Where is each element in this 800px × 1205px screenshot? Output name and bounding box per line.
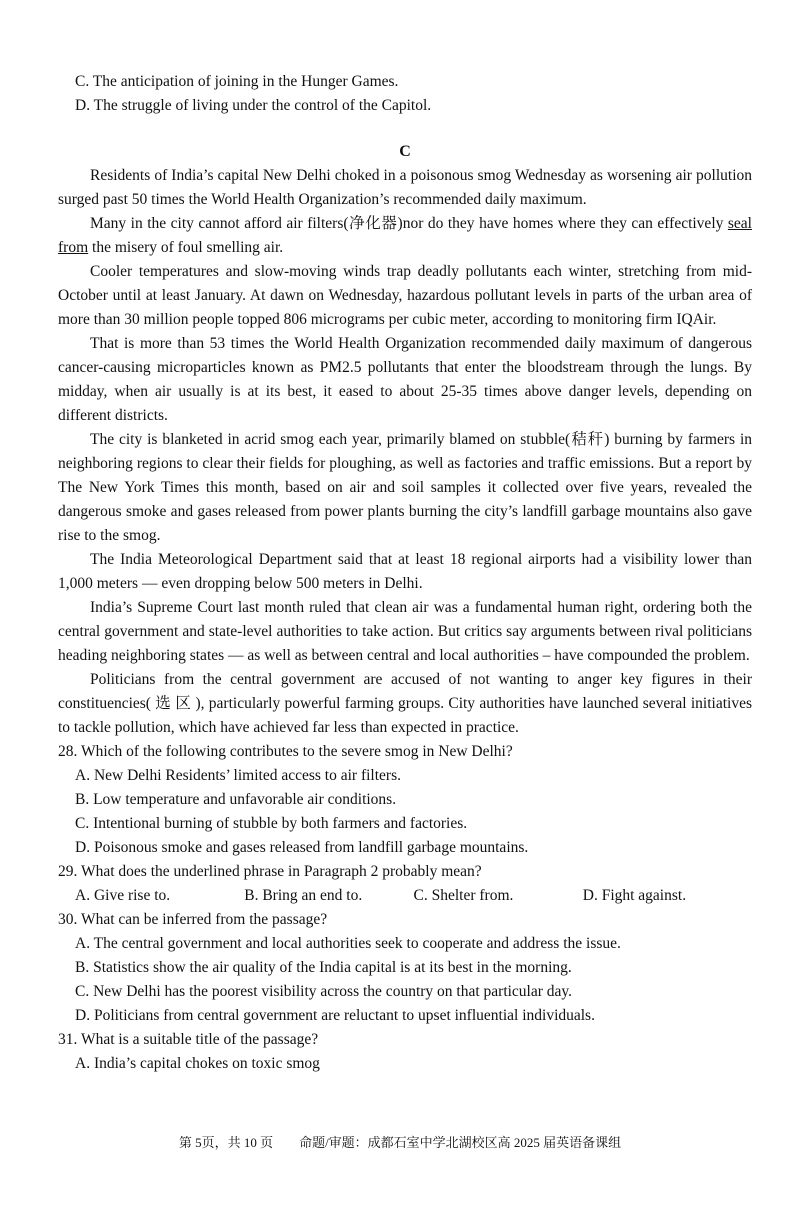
paragraph-4: That is more than 53 times the World Health Organization recommended daily maximum of dangerous cancer-causing microparticles known as PM2.5 pollutants that enter the bloodstream through the lungs. By midday, when air usually is at its best, it eased to about 25-35 times above danger levels, depending on different districts. [58,335,752,424]
question-28-stem: 28. Which of the following contributes to the severe smog in New Delhi? [58,743,513,760]
question-29-option-a: A. Give rise to. [75,887,171,904]
question-28-option-d: D. Poisonous smoke and gases released from landfill garbage mountains. [75,839,529,856]
question-31-option-a: A. India’s capital chokes on toxic smog [75,1055,320,1072]
prev-option-d: D. The struggle of living under the control of the Capitol. [75,97,432,114]
paragraph-1: Residents of India’s capital New Delhi choked in a poisonous smog Wednesday as worsening air pollution surged past 50 times the World Health Organization’s recommended daily maximum. [58,167,752,208]
question-30-option-c: C. New Delhi has the poorest visibility across the country on that particular day. [75,983,573,1000]
question-30-option-a: A. The central government and local authorities seek to cooperate and address the issue. [75,935,621,952]
paragraph-5: The city is blanketed in acrid smog each year, primarily blamed on stubble(秸秆) burning by farmers in neighboring regions to clear their fields for ploughing, as well as factories and traffic emissions. But a report by The New York Times this month, based on air and soil samples it collected over five years, revealed the dangerous smoke and gases released from power plants burning the city’s landfill garbage mountains also gave rise to the smog. [58,431,752,544]
prev-option-c: C. The anticipation of joining in the Hunger Games. [75,73,399,90]
question-30-option-b: B. Statistics show the air quality of the India capital is at its best in the morning. [75,959,572,976]
paragraph-8: Politicians from the central government are accused of not wanting to anger key figures in their constituencies( 选 区 ), particularly powerful farming groups. City authorities have launched several initiatives to tackle pollution, which have achieved far less than expected in practice. [58,671,752,736]
paragraph-7: India’s Supreme Court last month ruled that clean air was a fundamental human right, ordering both the central government and state-level authorities to take action. But critics say arguments between rival politicians heading neighboring states — as well as between central and local authorities – have compounded the problem. [58,599,752,664]
page-footer: 第 5页，共 10 页 命题/审题：成都石室中学北湖校区高 2025 届英语备课组 [178,1135,622,1150]
question-28-option-c: C. Intentional burning of stubble by both farmers and factories. [75,815,468,832]
paragraph-3: Cooler temperatures and slow-moving winds trap deadly pollutants each winter, stretching from mid-October until at least January. At dawn on Wednesday, hazardous pollutant levels in parts of the urban area of more than 30 million people topped 806 micrograms per cubic meter, according to monitoring firm IQAir. [58,263,752,328]
question-29-options [58,884,752,908]
section-title: C [399,143,411,160]
question-31-stem: 31. What is a suitable title of the passage? [58,1031,319,1048]
question-29-option-d: D. Fight against. [582,887,687,904]
question-29-stem: 29. What does the underlined phrase in Paragraph 2 probably mean? [58,863,482,880]
question-28-option-b: B. Low temperature and unfavorable air conditions. [75,791,397,808]
paragraph-2-after: the misery of foul smelling air. [88,239,284,256]
question-30-stem: 30. What can be inferred from the passage? [58,911,328,928]
question-30-option-d: D. Politicians from central government are reluctant to upset influential individuals. [75,1007,595,1024]
exam-page [58,70,752,1076]
question-29-option-c: C. Shelter from. [413,887,514,904]
underlined-phrase: seal from [58,215,752,256]
question-29-option-b: B. Bring an end to. [244,887,363,904]
paragraph-2-before: Many in the city cannot afford air filters(净化器)nor do they have homes where they can effectively [90,215,728,232]
paragraph-6: The India Meteorological Department said that at least 18 regional airports had a visibility lower than 1,000 meters — even dropping below 500 meters in Delhi. [58,551,752,592]
paragraph-2 [58,212,752,260]
question-28-option-a: A. New Delhi Residents’ limited access to air filters. [75,767,401,784]
